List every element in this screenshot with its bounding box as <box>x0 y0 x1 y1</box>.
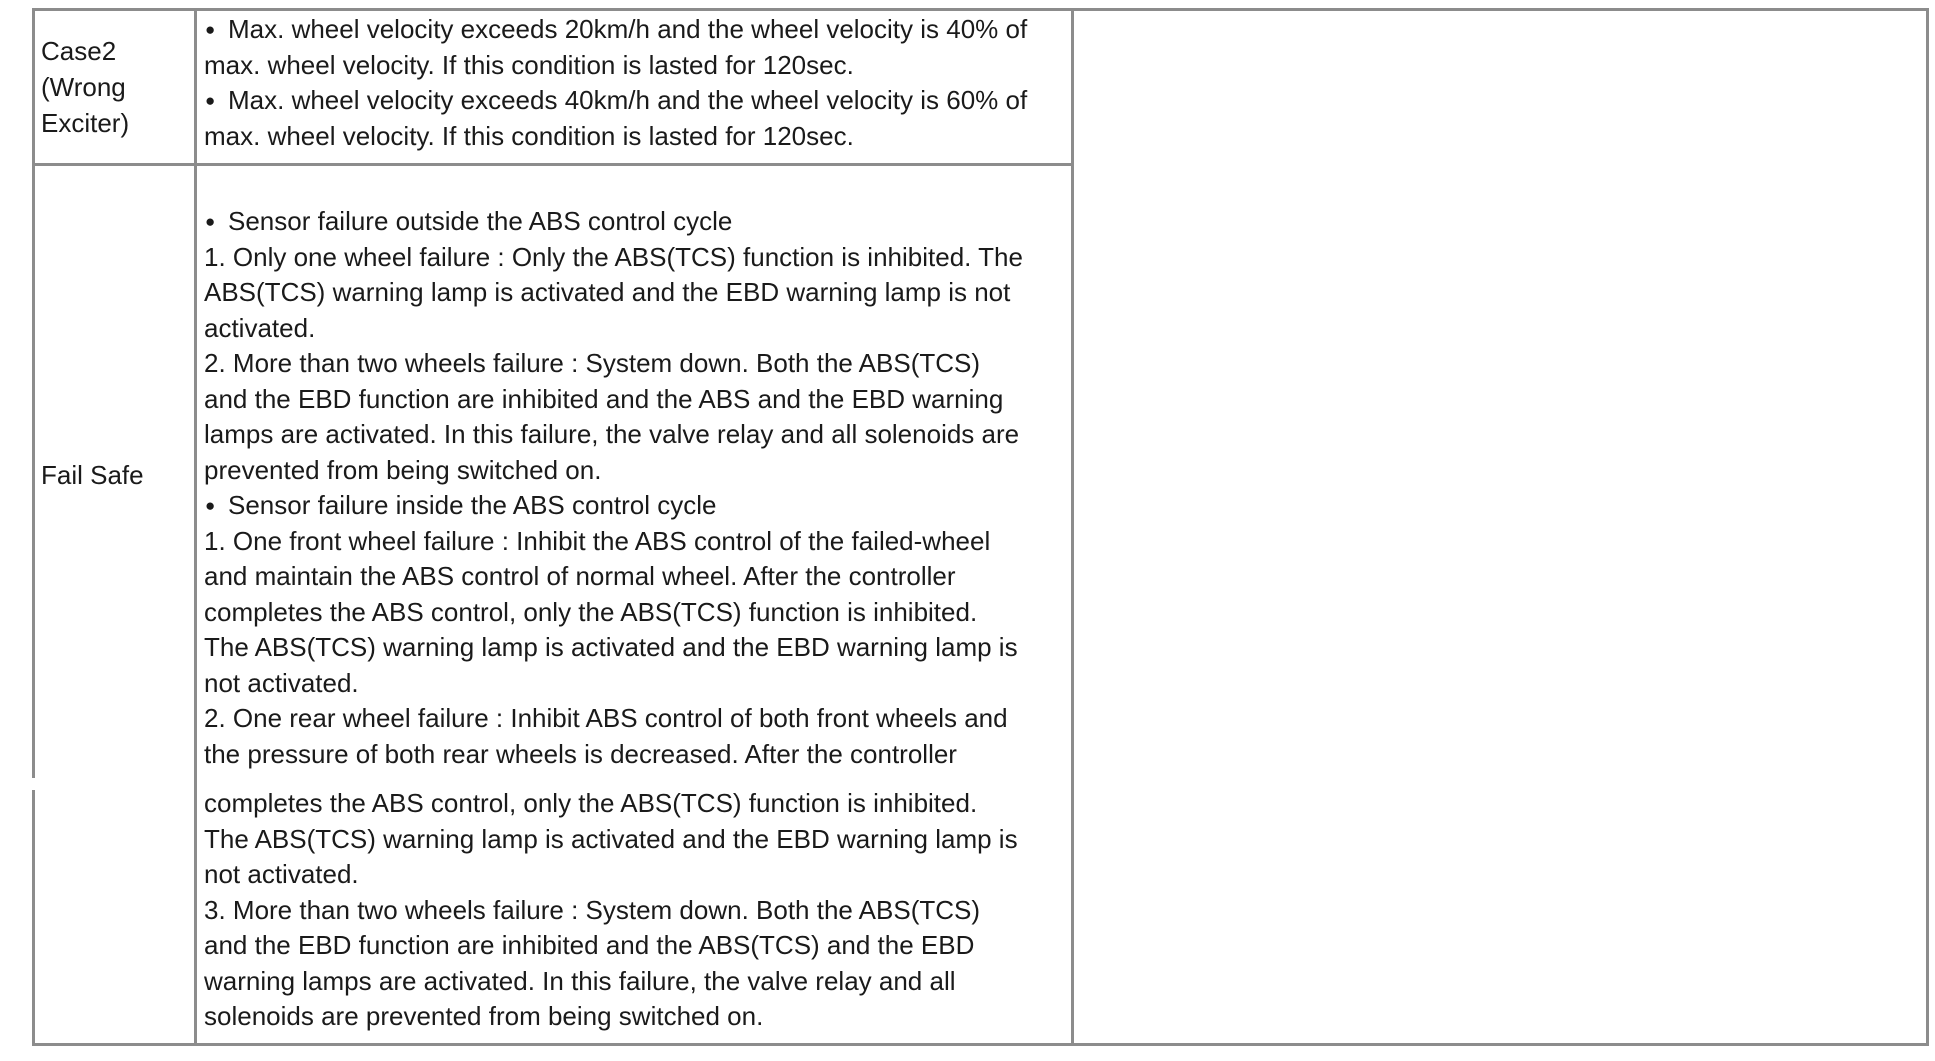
fail-safe-line: 1. One front wheel failure : Inhibit the ABS control of the failed-wheel <box>204 525 991 556</box>
fail-safe-line: warning lamps are activated. In this failure, the valve relay and all <box>204 965 956 996</box>
row-content-fail-safe-continued <box>204 786 1068 1035</box>
fail-safe-line: 1. Only one wheel failure : Only the ABS(TCS) function is inhibited. The <box>204 241 1023 272</box>
table-row-divider <box>32 163 1074 166</box>
table-border-bottom <box>32 1043 1929 1046</box>
fail-safe-line: 3. More than two wheels failure : System down. Both the ABS(TCS) <box>204 894 981 925</box>
row-content-case2 <box>204 12 1068 154</box>
table-border-right <box>1926 8 1929 1046</box>
case2-line: ● Max. wheel velocity exceeds 40km/h and the wheel velocity is 60% of <box>204 83 1068 119</box>
fail-safe-line: and the EBD function are inhibited and the ABS and the EBD warning <box>204 383 1004 414</box>
row-content-fail-safe <box>204 204 1068 772</box>
fail-safe-line: the pressure of both rear wheels is decreased. After the controller <box>204 738 957 769</box>
fail-safe-line: lamps are activated. In this failure, the valve relay and all solenoids are <box>204 419 1020 449</box>
fail-safe-line: not activated. <box>204 859 359 889</box>
fail-safe-line: completes the ABS control, only the ABS(TCS) function is inhibited. <box>204 596 978 627</box>
case2-line: ● Max. wheel velocity exceeds 20km/h and the wheel velocity is 40% of <box>204 12 1068 48</box>
fail-safe-line: The ABS(TCS) warning lamp is activated and the EBD warning lamp is <box>204 632 1018 662</box>
table-border-top <box>32 8 1929 11</box>
case2-line: max. wheel velocity. If this condition is lasted for 120sec. <box>204 49 854 80</box>
fail-safe-line: and maintain the ABS control of normal wheel. After the controller <box>204 561 956 591</box>
fail-safe-line: solenoids are prevented from being switched on. <box>204 1001 764 1031</box>
fail-safe-line: and the EBD function are inhibited and the ABS(TCS) and the EBD <box>204 930 975 960</box>
fail-safe-line: completes the ABS control, only the ABS(TCS) function is inhibited. <box>204 788 978 818</box>
fail-safe-line: not activated. <box>204 667 359 698</box>
case2-line: max. wheel velocity. If this condition is lasted for 120sec. <box>204 120 854 151</box>
fail-safe-line: The ABS(TCS) warning lamp is activated and the EBD warning lamp is <box>204 823 1018 854</box>
fail-safe-line: ● Sensor failure inside the ABS control cycle <box>204 488 1068 524</box>
fail-safe-line: ● Sensor failure outside the ABS control cycle <box>204 204 1068 240</box>
fail-safe-line: 2. More than two wheels failure : System down. Both the ABS(TCS) <box>204 348 981 378</box>
fail-safe-line: ABS(TCS) warning lamp is activated and the EBD warning lamp is not <box>204 277 1011 307</box>
fail-safe-line: activated. <box>204 312 316 343</box>
row-label-fail-safe: Fail Safe <box>41 460 144 490</box>
page-break-gap <box>32 778 192 790</box>
fail-safe-line: prevented from being switched on. <box>204 454 602 485</box>
row-label-case2: Case2 (Wrong Exciter) <box>41 36 130 138</box>
fail-safe-line: 2. One rear wheel failure : Inhibit ABS control of both front wheels and <box>204 703 1008 733</box>
